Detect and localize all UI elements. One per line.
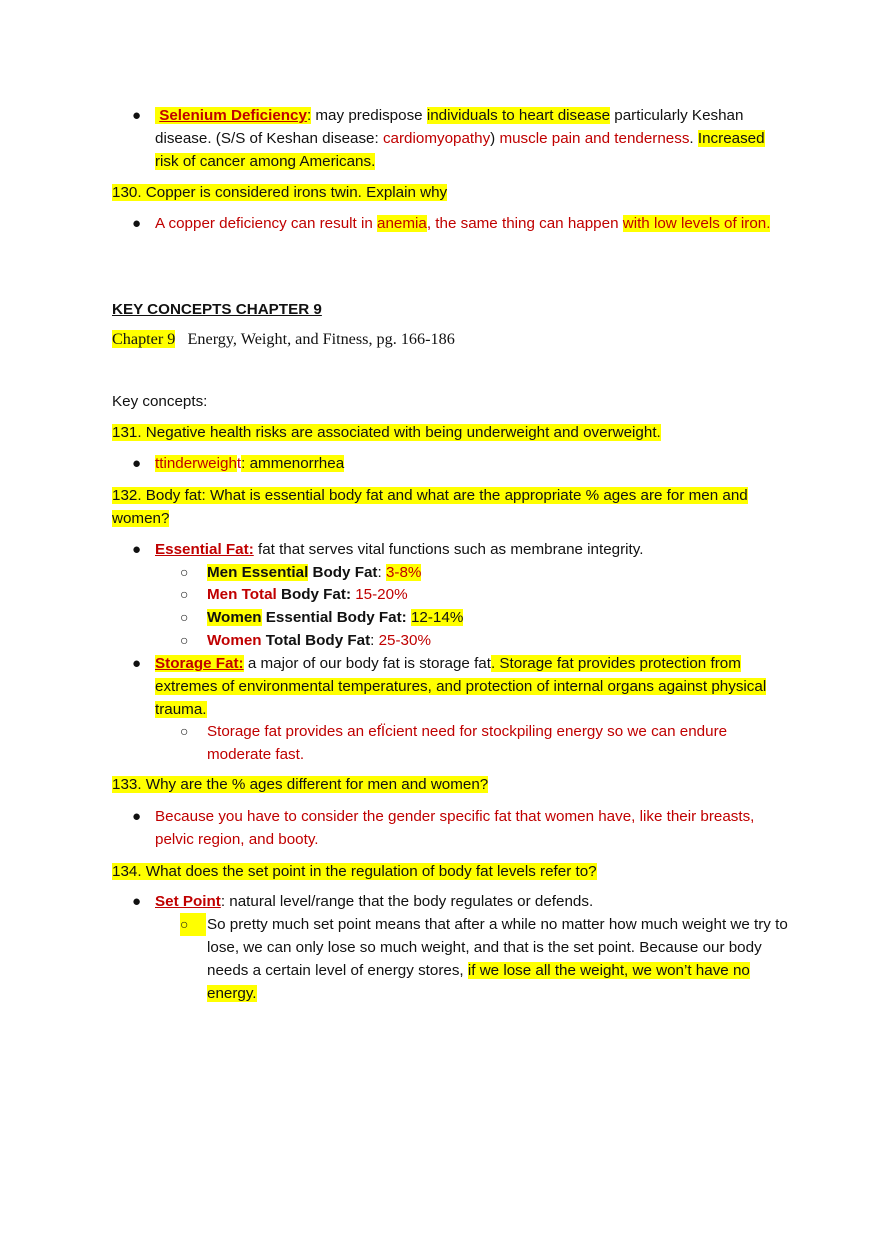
women-total-c: : <box>370 632 379 649</box>
question-131 <box>112 421 792 444</box>
key-concepts-label: Key concepts: <box>112 393 208 410</box>
women-essential-item <box>180 606 792 629</box>
answer-130-text <box>132 212 792 235</box>
answer-131-a4: ammenorrhea <box>249 455 345 472</box>
women-essential-b: Essential Body Fat: <box>261 609 407 626</box>
selenium-t1: may predispose <box>311 107 427 124</box>
answer-131-text <box>132 452 792 475</box>
men-total-item <box>180 583 792 606</box>
men-essential-value: 3-8% <box>385 564 422 581</box>
women-total-a: Women <box>207 632 262 649</box>
storage-fat-sub-text: Storage fat provides an efÏcient need for stockpiling energy so we can endure moderate fast. <box>207 723 728 763</box>
men-essential-c: : <box>377 564 386 581</box>
men-total-a: Men Total <box>207 586 277 603</box>
question-130 <box>112 181 792 204</box>
question-131-text: 131. Negative health risks are associated with being underweight and overweight. <box>112 424 661 441</box>
bullet-circle: ○ <box>180 586 189 602</box>
selenium-colon: : <box>306 107 312 124</box>
women-total-text <box>180 629 792 652</box>
men-essential-item <box>180 561 792 584</box>
set-point-term: Set Point <box>155 893 221 910</box>
women-total-item <box>180 629 792 652</box>
bullet-circle: ○ <box>180 632 189 648</box>
selenium-t7: . <box>689 130 698 147</box>
storage-fat-t2: . Storage fat provides protection from extremes of environmental temperatures, and protection of internal organs against physical trauma. <box>155 655 767 718</box>
answer-130-a2: anemia <box>377 215 427 232</box>
men-total-b: Body Fat: <box>276 586 351 603</box>
question-133 <box>112 773 792 796</box>
answer-130-bullet <box>132 212 792 235</box>
bullet-circle: ○ <box>180 609 189 625</box>
question-133-text: 133. Why are the % ages different for men and women? <box>112 776 489 793</box>
set-point-sub <box>180 913 792 1005</box>
selenium-t4: cardiomyopathy <box>382 130 491 147</box>
essential-fat-term: Essential Fat: <box>155 541 254 558</box>
essential-fat-def: fat that serves vital functions such as membrane integrity. <box>253 541 644 558</box>
section-heading: KEY CONCEPTS CHAPTER 9 <box>112 301 322 318</box>
answer-131-a2: t <box>236 455 242 472</box>
answer-131-bullet <box>132 452 792 475</box>
chapter-title: Energy, Weight, and Fitness, pg. 166-186 <box>175 330 455 348</box>
question-134 <box>112 860 792 883</box>
women-essential-value: 12-14% <box>410 609 464 626</box>
storage-fat-t1: a major of our body fat is storage fat <box>243 655 491 672</box>
bullet-disc: ● <box>132 893 142 910</box>
women-total-value: 25-30% <box>378 632 431 649</box>
women-total-b: Total Body Fat <box>261 632 371 649</box>
men-essential-text <box>180 561 792 584</box>
women-essential-a: Women <box>207 609 262 626</box>
question-132-text: 132. Body fat: What is essential body fat and what are the appropriate % ages are for men and women? <box>112 487 748 527</box>
selenium-t3: particularly Keshan disease. (S/S of Keshan disease: <box>155 107 744 147</box>
storage-fat-bullet <box>132 652 792 721</box>
selenium-t6: muscle pain and tenderness <box>499 130 690 147</box>
set-point-sub-text <box>180 913 792 1005</box>
bullet-circle: ○ <box>180 913 206 936</box>
bullet-disc: ● <box>132 455 142 472</box>
selenium-t5: ) <box>490 130 500 147</box>
bullet-disc: ● <box>132 107 142 124</box>
selenium-term: Selenium Deficiency <box>159 107 307 124</box>
set-point-sub2: if we lose all the weight, we won’t have no energy. <box>207 962 750 1002</box>
storage-fat-term: Storage Fat: <box>155 655 244 672</box>
set-point-def: : natural level/range that the body regulates or defends. <box>220 893 594 910</box>
question-134-text: 134. What does the set point in the regulation of body fat levels refer to? <box>112 863 597 880</box>
men-essential-a: Men Essential <box>207 564 309 581</box>
essential-fat-text <box>132 538 792 561</box>
set-point-sub1: So pretty much set point means that after a while no matter how much weight we try to lose, we can only lose so much weight, and that is the set point. Because our body needs a certain level of energy stores, <box>207 916 788 979</box>
men-essential-b: Body Fat <box>308 564 378 581</box>
essential-fat-bullet <box>132 538 792 561</box>
men-total-text <box>180 583 792 606</box>
women-essential-text <box>180 606 792 629</box>
chapter-line <box>112 328 792 351</box>
set-point-bullet <box>132 890 792 913</box>
answer-130-a3: , the same thing can happen <box>426 215 623 232</box>
selenium-t8: Increased risk of cancer among Americans. <box>155 130 765 170</box>
bullet-disc: ● <box>132 808 142 825</box>
answer-133-bullet <box>132 805 792 851</box>
answer-130-a4: with low levels of iron. <box>622 215 771 232</box>
question-132 <box>112 484 792 530</box>
selenium-text <box>132 104 792 173</box>
bullet-circle: ○ <box>180 564 189 580</box>
bullet-disc: ● <box>132 541 142 558</box>
answer-131-a3: : <box>241 455 250 472</box>
selenium-t2: individuals to heart disease <box>426 107 611 124</box>
bullet-disc: ● <box>132 215 142 232</box>
answer-131-a1: ttinderweigh <box>155 455 237 472</box>
bullet-circle: ○ <box>180 723 189 739</box>
answer-133-text: Because you have to consider the gender specific fat that women have, like their breasts, pelvic region, and booty. <box>155 808 755 848</box>
storage-fat-text <box>132 652 792 721</box>
selenium-bullet <box>132 104 792 173</box>
chapter-label: Chapter 9 <box>112 330 176 348</box>
answer-130-a1: A copper deficiency can result in <box>155 215 378 232</box>
men-total-value: 15-20% <box>355 586 408 603</box>
question-130-text: 130. Copper is considered irons twin. Explain why <box>112 184 448 201</box>
bullet-disc: ● <box>132 655 142 672</box>
storage-fat-sub <box>180 720 792 766</box>
set-point-text <box>132 890 792 913</box>
